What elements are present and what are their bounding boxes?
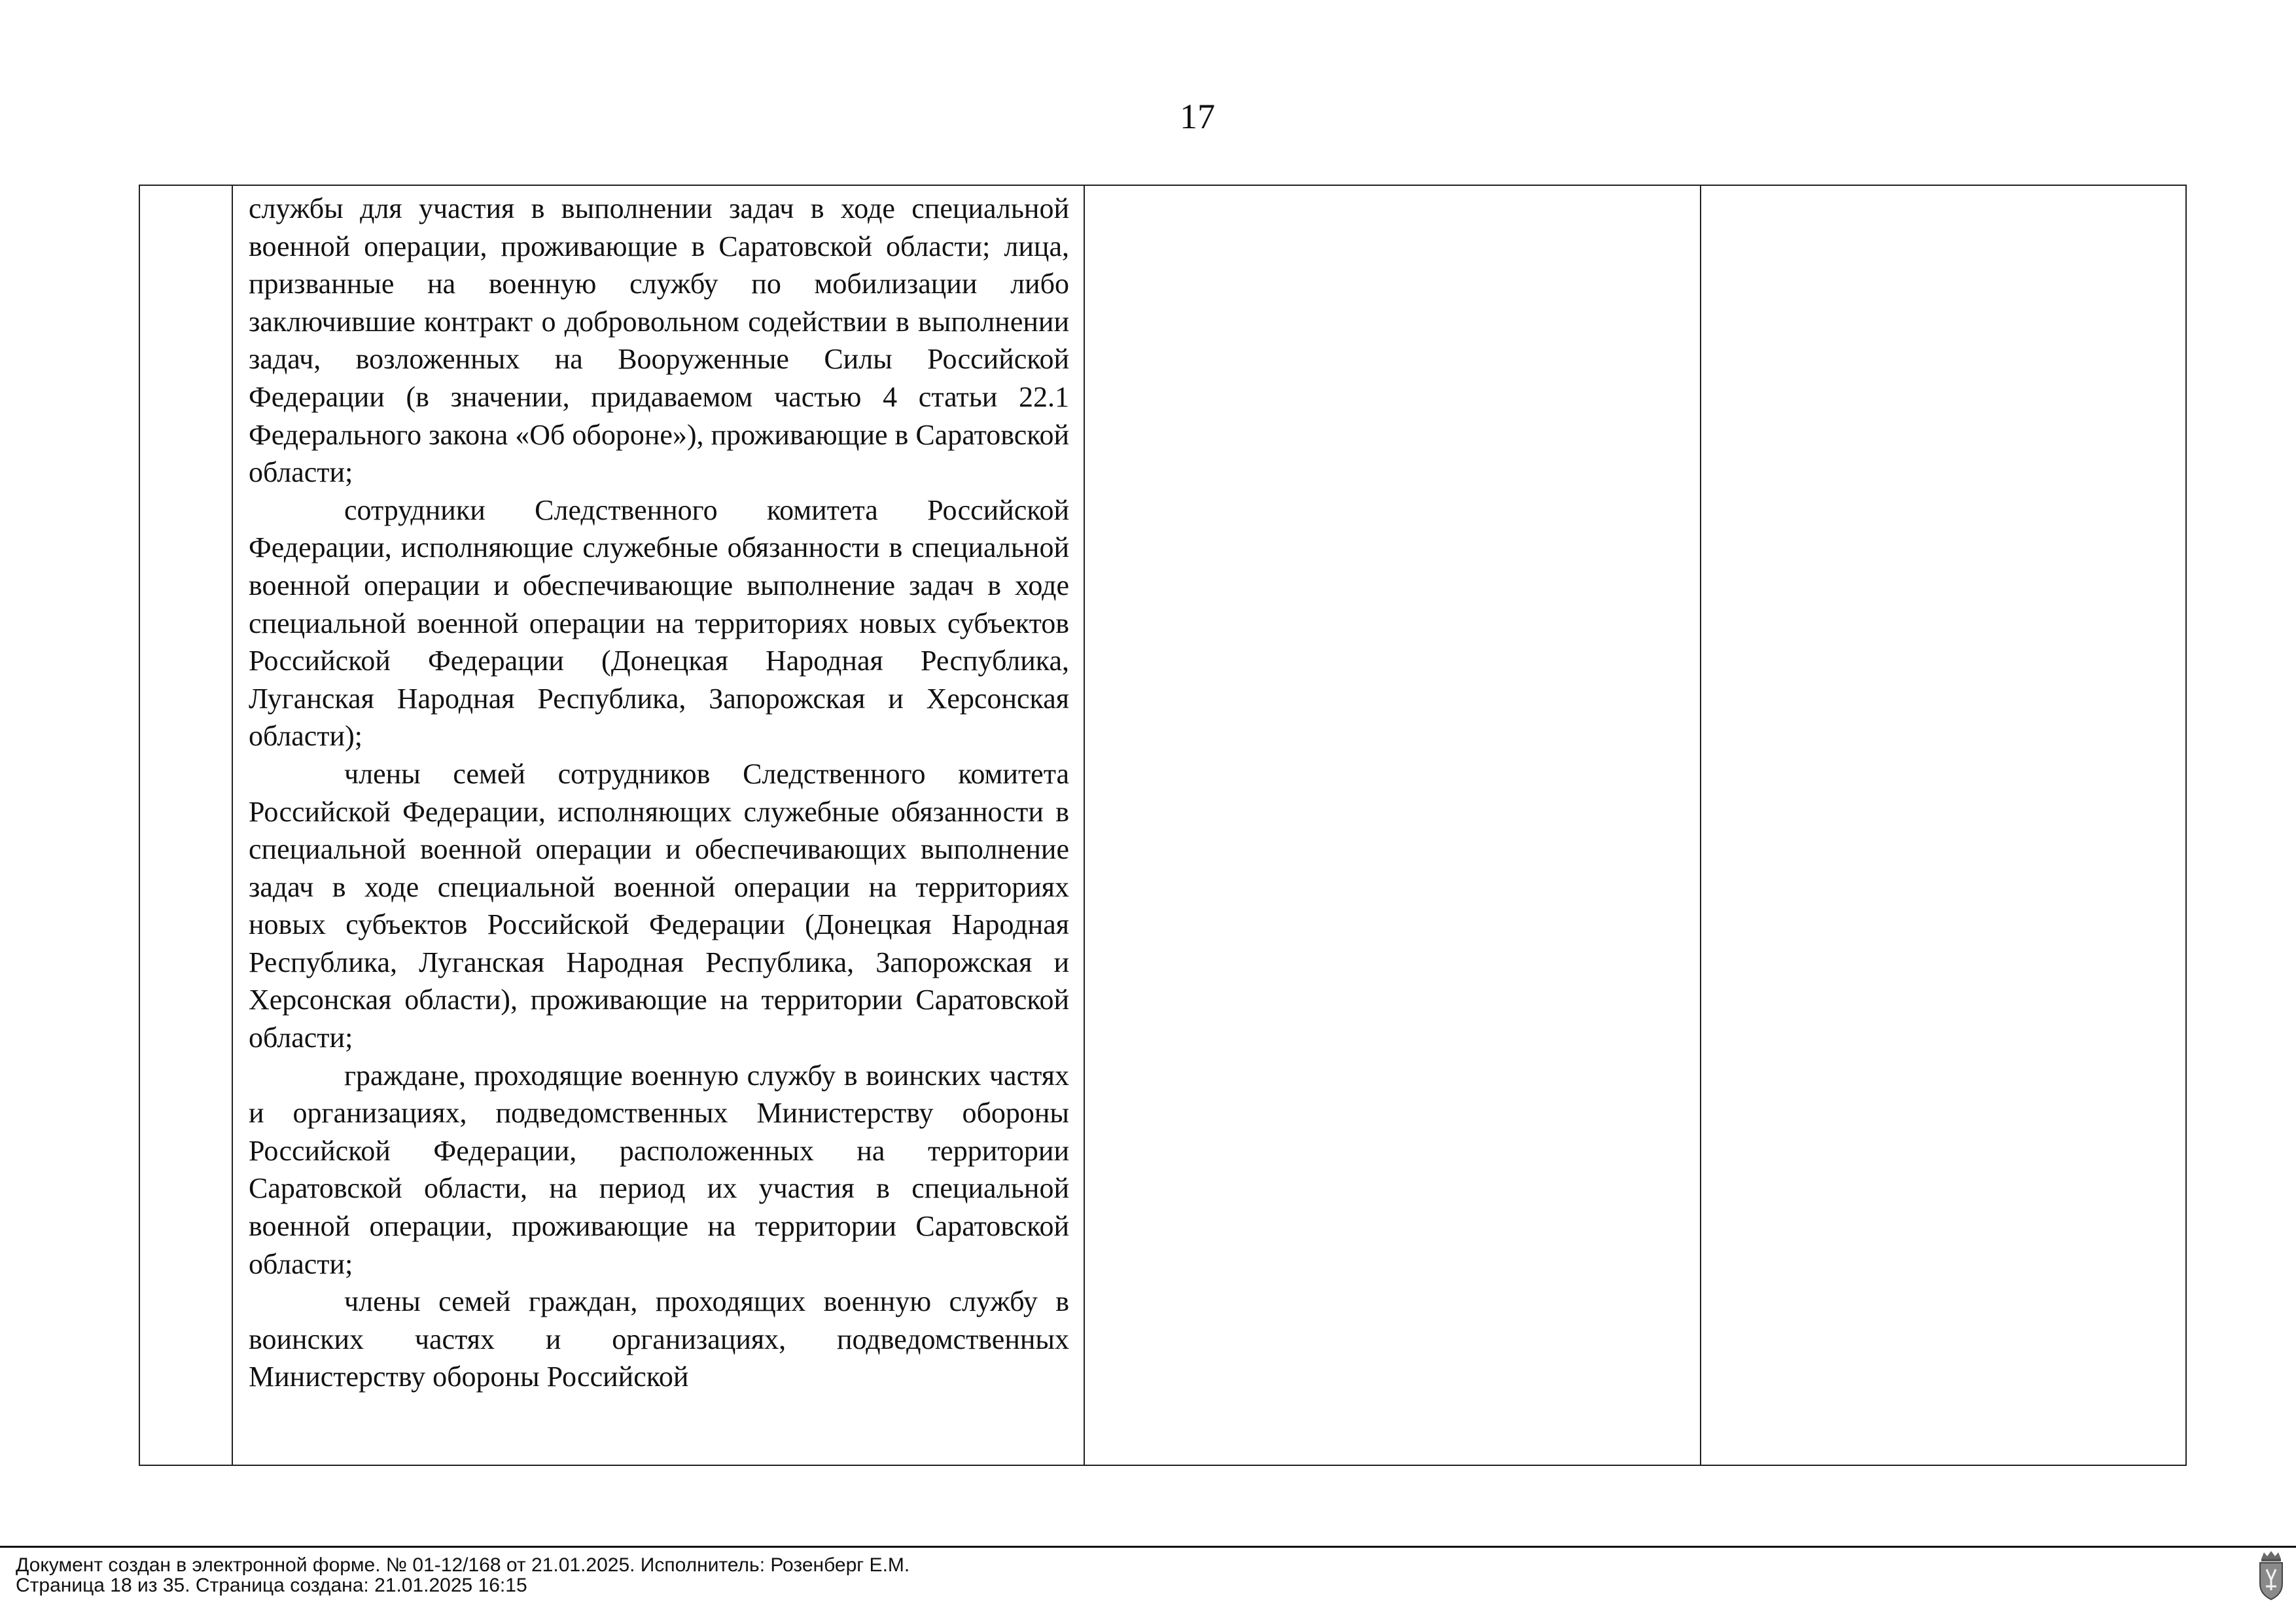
saratov-coat-of-arms-icon — [2256, 1550, 2286, 1602]
table-cell-empty-4 — [1701, 185, 2186, 1465]
paragraph-military-families: члены семей граждан, проходящих военную службу в воинских частях и организациях, подведомственных Министерству обороны Российской — [249, 1285, 1069, 1393]
footer-document-info: Документ создан в электронной форме. № 01-12/168 от 21.01.2025. Исполнитель: Розенберг Е.М. — [16, 1554, 910, 1576]
footer-divider — [0, 1546, 2296, 1548]
paragraph-military-servicemen: граждане, проходящие военную службу в воинских частях и организациях, подведомственных Министерству обороны Российской Федерации, расположенных на территории Саратовской области, на период их участия в специальной военной операции, проживающие на территории Саратовской области; — [249, 1059, 1069, 1280]
table-cell-category — [232, 185, 1084, 1465]
page-number: 17 — [1180, 97, 1215, 136]
table-cell-number — [139, 185, 232, 1465]
table-cell-empty-3 — [1084, 185, 1701, 1465]
paragraph-investigative-committee-families: члены семей сотрудников Следственного комитета Российской Федерации, исполняющих служебные обязанности в специальной военной операции и обеспечивающих выполнение задач в ходе специальной военной операции на территориях новых субъектов Российской Федерации (Донецкая Народная Республика, Луганская Народная Республика, Запорожская и Херсонская области), проживающие на территории Саратовской области; — [249, 757, 1069, 1054]
table-row — [139, 185, 2186, 1465]
paragraph-investigative-committee-staff: сотрудники Следственного комитета Российской Федерации, исполняющие служебные обязанности в специальной военной операции и обеспечивающие выполнение задач в ходе специальной военной операции на территориях новых субъектов Российской Федерации (Донецкая Народная Республика, Луганская Народная Республика, Запорожская и Херсонская области); — [249, 493, 1069, 753]
footer — [16, 1555, 910, 1596]
paragraph-continuation: службы для участия в выполнении задач в ходе специальной военной операции, проживающие в Саратовской области; лица, призванные на военную службу по мобилизации либо заключившие контракт о добровольном содействии в выполнении задач, возложенных на Вооруженные Силы Российской Федерации (в значении, придаваемом частью 4 статьи 22.1 Федерального закона «Об обороне»), проживающие в Саратовской области; — [249, 192, 1069, 489]
footer-page-info: Страница 18 из 35. Страница создана: 21.01.2025 16:15 — [16, 1575, 527, 1596]
document-table — [139, 185, 2187, 1466]
category-text — [233, 186, 1084, 1396]
